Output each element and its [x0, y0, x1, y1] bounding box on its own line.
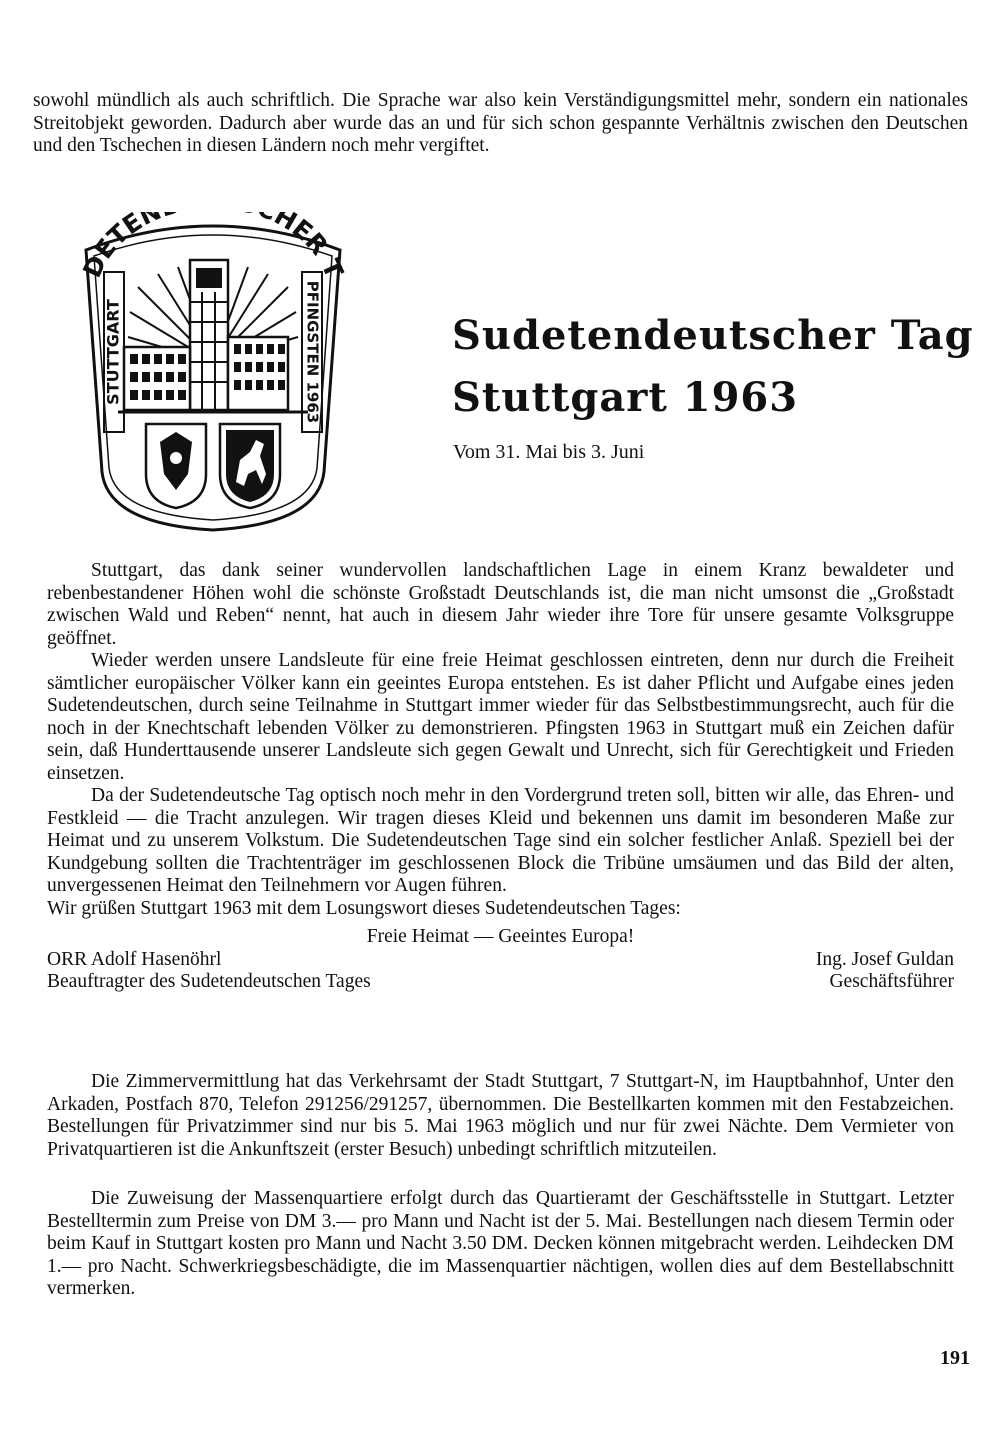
- emblem-arc-text: DETEN HER T: [78, 212, 348, 282]
- event-dates: Vom 31. Mai bis 3. Juni: [453, 441, 645, 463]
- signature-left-name: ORR Adolf Hasenöhrl: [47, 948, 222, 970]
- mass-quarters-text: Die Zuweisung der Massenquartiere erfolgt durch das Quartieramt der Geschäftsstelle in Stuttgart. Letzter Bestelltermin zum Preise von DM 3.— pro Mann und Nacht ist der 5. Mai. Bestellungen nach diesem Termin oder beim Kauf in Stuttgart kosten pro Mann und Nacht 3.50 DM. Decken können mitgebracht werden. Leihdecken DM 1.— pro Nacht. Schwerkriegsbeschädigte, die im Massenquartier nächtigen, wollen dies auf dem Bestellabschnitt vermerken.: [47, 1188, 954, 1299]
- left-coat-of-arms: [146, 424, 206, 508]
- main-article: [47, 560, 954, 994]
- signature-row: [47, 949, 954, 972]
- lodging-paragraph: [47, 1071, 954, 1161]
- signature-left-role: Beauftragter des Sudetendeutschen Tages: [47, 971, 371, 992]
- right-coat-of-arms: [220, 424, 280, 508]
- article-paragraph: Wieder werden unsere Landsleute für eine freie Heimat geschlossen eintreten, denn nur durch die Freiheit sämtlicher europäischer Völker kann ein geeintes Europa entstehen. Es ist daher Pflicht und Aufgabe eines jeden Sudetendeutschen, durch seine Teilnahme in Stuttgart immer wieder für das Selbstbestimmungsrecht, auch für die noch in der Knechtschaft lebenden Völker zu demonstrieren. Pfingsten 1963 in Stuttgart muß ein Zeichen dafür sein, daß Hunderttausende unserer Landsleute sich gegen Gewalt und Unrecht, sich für Gerechtigkeit und Frieden einsetzen.: [47, 650, 954, 784]
- emblem-graphic: [78, 212, 348, 532]
- article-paragraph: Stuttgart, das dank seiner wundervollen landschaftlichen Lage in einem Kranz bewaldeter und rebenbestandener Höhen wohl die schönste Großstadt Deutschlands ist, die man nicht umsonst die „Großstadt zwischen Wald und Reben“ nennt, hat auch in diesem Jahr wieder ihre Tore für unsere gesamte Volksgruppe geöffnet.: [47, 560, 954, 649]
- event-headline: [452, 305, 974, 429]
- intro-paragraph: [33, 90, 968, 158]
- page-number: 191: [940, 1347, 970, 1369]
- mass-quarters-paragraph: [47, 1188, 954, 1301]
- intro-text: sowohl mündlich als auch schriftlich. Die Sprache war also kein Verständigungsmittel mehr, sondern ein nationales Streitobjekt geworden. Dadurch aber wurde das an und für sich schon gespannte Verhältnis zwischen den Deutschen und den Tschechen in diesen Ländern noch mehr vergiftet.: [33, 90, 968, 156]
- signature-right-name: Ing. Josef Guldan: [815, 948, 954, 970]
- sudetendeutscher-tag-emblem: [78, 212, 348, 532]
- lodging-text: Die Zimmervermittlung hat das Verkehrsamt der Stadt Stuttgart, 7 Stuttgart-N, im Hauptbahnhof, Unter den Arkaden, Postfach 870, Telefon 291256/291257, übernommen. Die Bestellkarten kommen mit den Festabzeichen. Bestellungen für Privatzimmer sind nur bis 5. Mai 1963 möglich und nur für zwei Nächte. Dem Vermieter von Privatquartieren ist die Ankunftszeit (erster Besuch) unbedingt schriftlich mitzuteilen.: [47, 1071, 954, 1160]
- headline-subtitle: Stuttgart 1963: [452, 374, 799, 421]
- emblem-right-text: PFINGSTEN 1963: [303, 280, 322, 424]
- emblem-left-text: STUTTGART: [103, 299, 123, 405]
- greeting-line: Wir grüßen Stuttgart 1963 mit dem Losungswort dieses Sudetendeutschen Tages:: [47, 897, 681, 919]
- signature-role-row: [47, 971, 954, 994]
- headline-title: Sudetendeutscher Tag: [452, 312, 974, 359]
- motto: Freie Heimat — Geeintes Europa!: [366, 926, 635, 947]
- article-paragraph: Da der Sudetendeutsche Tag optisch noch mehr in den Vordergrund treten soll, bitten wir alle, das Ehren- und Festkleid — die Tracht anzulegen. Wir tragen dieses Kleid und bekennen uns damit im besonderen Maße zur Heimat und zu unserem Volkstum. Die Sudetendeutschen Tage sind ein solcher festlicher Anlaß. Speziell bei der Kundgebung sollten die Trachtenträger im geschlossenen Block die Tribüne umsäumen und das Bild der alten, unvergessenen Heimat den Teilnehmern vor Augen führen.: [47, 785, 954, 896]
- signature-right-role: Geschäftsführer: [829, 971, 954, 992]
